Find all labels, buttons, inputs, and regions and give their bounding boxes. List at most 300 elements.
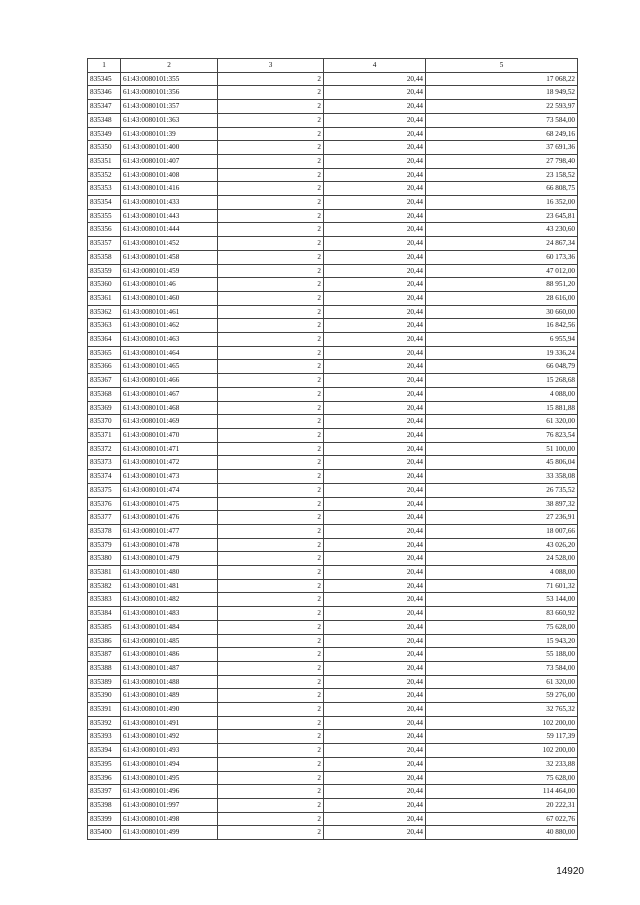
cell-cadastral-number: 61:43:0080101:485 bbox=[121, 634, 218, 648]
table-row bbox=[88, 250, 578, 264]
cell-amount: 32 765,32 bbox=[426, 703, 578, 717]
cell-amount: 19 336,24 bbox=[426, 346, 578, 360]
table-row bbox=[88, 305, 578, 319]
cell-rate: 20,44 bbox=[324, 113, 426, 127]
cell-cadastral-number: 61:43:0080101:357 bbox=[121, 100, 218, 114]
table-row bbox=[88, 634, 578, 648]
table-row bbox=[88, 319, 578, 333]
cell-amount: 75 628,00 bbox=[426, 771, 578, 785]
cell-rate: 20,44 bbox=[324, 497, 426, 511]
cell-amount: 18 007,66 bbox=[426, 524, 578, 538]
cell-record-id: 835396 bbox=[88, 771, 121, 785]
cell-amount: 40 880,00 bbox=[426, 826, 578, 840]
cell-amount: 20 222,31 bbox=[426, 798, 578, 812]
table-row bbox=[88, 689, 578, 703]
cell-count: 2 bbox=[218, 100, 324, 114]
table-row bbox=[88, 593, 578, 607]
cell-rate: 20,44 bbox=[324, 86, 426, 100]
cell-amount: 16 842,56 bbox=[426, 319, 578, 333]
cell-count: 2 bbox=[218, 333, 324, 347]
cell-record-id: 835354 bbox=[88, 196, 121, 210]
column-header-3: 3 bbox=[218, 59, 324, 73]
cell-count: 2 bbox=[218, 524, 324, 538]
cell-record-id: 835392 bbox=[88, 716, 121, 730]
table-row bbox=[88, 72, 578, 86]
cell-amount: 24 528,00 bbox=[426, 552, 578, 566]
cell-count: 2 bbox=[218, 442, 324, 456]
cell-amount: 4 088,00 bbox=[426, 387, 578, 401]
cell-rate: 20,44 bbox=[324, 305, 426, 319]
cell-rate: 20,44 bbox=[324, 661, 426, 675]
cell-cadastral-number: 61:43:0080101:471 bbox=[121, 442, 218, 456]
cell-cadastral-number: 61:43:0080101:443 bbox=[121, 209, 218, 223]
cell-record-id: 835372 bbox=[88, 442, 121, 456]
cell-amount: 83 660,92 bbox=[426, 607, 578, 621]
cell-rate: 20,44 bbox=[324, 442, 426, 456]
cell-cadastral-number: 61:43:0080101:470 bbox=[121, 428, 218, 442]
cell-rate: 20,44 bbox=[324, 456, 426, 470]
cell-cadastral-number: 61:43:0080101:491 bbox=[121, 716, 218, 730]
cell-count: 2 bbox=[218, 785, 324, 799]
cell-count: 2 bbox=[218, 250, 324, 264]
cell-amount: 61 320,00 bbox=[426, 415, 578, 429]
cell-amount: 67 022,76 bbox=[426, 812, 578, 826]
table-row bbox=[88, 401, 578, 415]
cell-cadastral-number: 61:43:0080101:472 bbox=[121, 456, 218, 470]
cell-cadastral-number: 61:43:0080101:466 bbox=[121, 374, 218, 388]
cell-rate: 20,44 bbox=[324, 552, 426, 566]
cell-count: 2 bbox=[218, 141, 324, 155]
table-row bbox=[88, 497, 578, 511]
cell-count: 2 bbox=[218, 675, 324, 689]
cell-record-id: 835351 bbox=[88, 154, 121, 168]
table-row bbox=[88, 716, 578, 730]
cell-record-id: 835364 bbox=[88, 333, 121, 347]
cell-cadastral-number: 61:43:0080101:490 bbox=[121, 703, 218, 717]
cell-record-id: 835393 bbox=[88, 730, 121, 744]
cell-cadastral-number: 61:43:0080101:463 bbox=[121, 333, 218, 347]
cell-cadastral-number: 61:43:0080101:483 bbox=[121, 607, 218, 621]
cell-count: 2 bbox=[218, 86, 324, 100]
cell-cadastral-number: 61:43:0080101:475 bbox=[121, 497, 218, 511]
cell-rate: 20,44 bbox=[324, 223, 426, 237]
table-row bbox=[88, 86, 578, 100]
cell-rate: 20,44 bbox=[324, 689, 426, 703]
table-row bbox=[88, 483, 578, 497]
table-row bbox=[88, 141, 578, 155]
cell-cadastral-number: 61:43:0080101:433 bbox=[121, 196, 218, 210]
cell-count: 2 bbox=[218, 223, 324, 237]
table-row bbox=[88, 428, 578, 442]
cell-record-id: 835398 bbox=[88, 798, 121, 812]
table-row bbox=[88, 223, 578, 237]
cell-count: 2 bbox=[218, 196, 324, 210]
table-row bbox=[88, 264, 578, 278]
cell-count: 2 bbox=[218, 497, 324, 511]
table-row bbox=[88, 470, 578, 484]
cell-count: 2 bbox=[218, 661, 324, 675]
cell-rate: 20,44 bbox=[324, 127, 426, 141]
table-row bbox=[88, 812, 578, 826]
cell-record-id: 835386 bbox=[88, 634, 121, 648]
cell-rate: 20,44 bbox=[324, 196, 426, 210]
cell-rate: 20,44 bbox=[324, 757, 426, 771]
cell-count: 2 bbox=[218, 771, 324, 785]
cell-count: 2 bbox=[218, 319, 324, 333]
cell-amount: 28 616,00 bbox=[426, 291, 578, 305]
cell-rate: 20,44 bbox=[324, 141, 426, 155]
cell-rate: 20,44 bbox=[324, 648, 426, 662]
table-row bbox=[88, 346, 578, 360]
cell-count: 2 bbox=[218, 346, 324, 360]
table-row bbox=[88, 237, 578, 251]
cell-amount: 27 236,91 bbox=[426, 511, 578, 525]
cell-rate: 20,44 bbox=[324, 72, 426, 86]
cell-record-id: 835397 bbox=[88, 785, 121, 799]
cell-amount: 53 144,00 bbox=[426, 593, 578, 607]
cell-count: 2 bbox=[218, 607, 324, 621]
cell-rate: 20,44 bbox=[324, 333, 426, 347]
cell-amount: 75 628,00 bbox=[426, 620, 578, 634]
cell-count: 2 bbox=[218, 428, 324, 442]
cell-amount: 37 691,36 bbox=[426, 141, 578, 155]
cell-count: 2 bbox=[218, 744, 324, 758]
table-row bbox=[88, 291, 578, 305]
cell-amount: 33 358,08 bbox=[426, 470, 578, 484]
cell-cadastral-number: 61:43:0080101:487 bbox=[121, 661, 218, 675]
cell-record-id: 835355 bbox=[88, 209, 121, 223]
cell-record-id: 835350 bbox=[88, 141, 121, 155]
cell-count: 2 bbox=[218, 72, 324, 86]
cell-count: 2 bbox=[218, 689, 324, 703]
cell-amount: 114 464,00 bbox=[426, 785, 578, 799]
cell-count: 2 bbox=[218, 387, 324, 401]
cell-amount: 23 645,81 bbox=[426, 209, 578, 223]
table-row bbox=[88, 744, 578, 758]
cell-amount: 6 955,94 bbox=[426, 333, 578, 347]
table-row bbox=[88, 442, 578, 456]
cell-cadastral-number: 61:43:0080101:477 bbox=[121, 524, 218, 538]
cell-record-id: 835387 bbox=[88, 648, 121, 662]
cell-record-id: 835377 bbox=[88, 511, 121, 525]
cell-cadastral-number: 61:43:0080101:478 bbox=[121, 538, 218, 552]
cell-amount: 23 158,52 bbox=[426, 168, 578, 182]
cell-amount: 32 233,88 bbox=[426, 757, 578, 771]
cell-rate: 20,44 bbox=[324, 483, 426, 497]
cell-count: 2 bbox=[218, 552, 324, 566]
cell-count: 2 bbox=[218, 278, 324, 292]
table-row bbox=[88, 607, 578, 621]
cell-count: 2 bbox=[218, 291, 324, 305]
cell-amount: 61 320,00 bbox=[426, 675, 578, 689]
cell-rate: 20,44 bbox=[324, 250, 426, 264]
cell-record-id: 835362 bbox=[88, 305, 121, 319]
cell-cadastral-number: 61:43:0080101:479 bbox=[121, 552, 218, 566]
table-row bbox=[88, 196, 578, 210]
cell-count: 2 bbox=[218, 415, 324, 429]
cell-count: 2 bbox=[218, 360, 324, 374]
cell-rate: 20,44 bbox=[324, 524, 426, 538]
cell-count: 2 bbox=[218, 264, 324, 278]
cell-record-id: 835371 bbox=[88, 428, 121, 442]
table-row bbox=[88, 182, 578, 196]
table-row bbox=[88, 620, 578, 634]
cell-record-id: 835366 bbox=[88, 360, 121, 374]
cell-rate: 20,44 bbox=[324, 579, 426, 593]
cell-amount: 30 660,00 bbox=[426, 305, 578, 319]
table-row bbox=[88, 209, 578, 223]
cell-amount: 43 230,60 bbox=[426, 223, 578, 237]
cell-rate: 20,44 bbox=[324, 428, 426, 442]
cell-cadastral-number: 61:43:0080101:496 bbox=[121, 785, 218, 799]
cell-count: 2 bbox=[218, 127, 324, 141]
cell-cadastral-number: 61:43:0080101:416 bbox=[121, 182, 218, 196]
table-row bbox=[88, 374, 578, 388]
cell-amount: 73 584,00 bbox=[426, 113, 578, 127]
cell-rate: 20,44 bbox=[324, 346, 426, 360]
cell-count: 2 bbox=[218, 757, 324, 771]
table-row bbox=[88, 703, 578, 717]
cell-record-id: 835359 bbox=[88, 264, 121, 278]
cell-record-id: 835356 bbox=[88, 223, 121, 237]
cell-cadastral-number: 61:43:0080101:407 bbox=[121, 154, 218, 168]
table-row bbox=[88, 675, 578, 689]
cell-rate: 20,44 bbox=[324, 538, 426, 552]
table-row bbox=[88, 524, 578, 538]
cell-record-id: 835358 bbox=[88, 250, 121, 264]
cell-record-id: 835361 bbox=[88, 291, 121, 305]
cell-amount: 60 173,36 bbox=[426, 250, 578, 264]
cell-rate: 20,44 bbox=[324, 607, 426, 621]
cell-amount: 24 867,34 bbox=[426, 237, 578, 251]
cell-rate: 20,44 bbox=[324, 785, 426, 799]
cell-cadastral-number: 61:43:0080101:486 bbox=[121, 648, 218, 662]
table-row bbox=[88, 552, 578, 566]
cell-rate: 20,44 bbox=[324, 593, 426, 607]
cell-rate: 20,44 bbox=[324, 168, 426, 182]
cell-count: 2 bbox=[218, 305, 324, 319]
cell-amount: 88 951,20 bbox=[426, 278, 578, 292]
cell-cadastral-number: 61:43:0080101:39 bbox=[121, 127, 218, 141]
cell-amount: 47 012,00 bbox=[426, 264, 578, 278]
cell-rate: 20,44 bbox=[324, 675, 426, 689]
cell-count: 2 bbox=[218, 579, 324, 593]
cell-record-id: 835353 bbox=[88, 182, 121, 196]
table-row bbox=[88, 661, 578, 675]
cell-record-id: 835368 bbox=[88, 387, 121, 401]
cell-count: 2 bbox=[218, 374, 324, 388]
table-row bbox=[88, 566, 578, 580]
cell-cadastral-number: 61:43:0080101:465 bbox=[121, 360, 218, 374]
cell-rate: 20,44 bbox=[324, 826, 426, 840]
table-row bbox=[88, 757, 578, 771]
cell-cadastral-number: 61:43:0080101:499 bbox=[121, 826, 218, 840]
data-table bbox=[87, 58, 578, 840]
cell-cadastral-number: 61:43:0080101:468 bbox=[121, 401, 218, 415]
cell-cadastral-number: 61:43:0080101:46 bbox=[121, 278, 218, 292]
cell-record-id: 835378 bbox=[88, 524, 121, 538]
cell-cadastral-number: 61:43:0080101:467 bbox=[121, 387, 218, 401]
cell-record-id: 835390 bbox=[88, 689, 121, 703]
cell-rate: 20,44 bbox=[324, 566, 426, 580]
cell-rate: 20,44 bbox=[324, 374, 426, 388]
cell-amount: 17 068,22 bbox=[426, 72, 578, 86]
cell-count: 2 bbox=[218, 593, 324, 607]
cell-count: 2 bbox=[218, 798, 324, 812]
cell-amount: 51 100,00 bbox=[426, 442, 578, 456]
cell-cadastral-number: 61:43:0080101:484 bbox=[121, 620, 218, 634]
cell-rate: 20,44 bbox=[324, 771, 426, 785]
cell-cadastral-number: 61:43:0080101:400 bbox=[121, 141, 218, 155]
table-row bbox=[88, 333, 578, 347]
cell-amount: 15 881,88 bbox=[426, 401, 578, 415]
cell-rate: 20,44 bbox=[324, 154, 426, 168]
cell-record-id: 835376 bbox=[88, 497, 121, 511]
table-row bbox=[88, 785, 578, 799]
cell-count: 2 bbox=[218, 483, 324, 497]
cell-cadastral-number: 61:43:0080101:498 bbox=[121, 812, 218, 826]
table-row bbox=[88, 154, 578, 168]
cell-record-id: 835389 bbox=[88, 675, 121, 689]
table-row bbox=[88, 798, 578, 812]
cell-cadastral-number: 61:43:0080101:488 bbox=[121, 675, 218, 689]
cell-count: 2 bbox=[218, 113, 324, 127]
cell-amount: 73 584,00 bbox=[426, 661, 578, 675]
cell-rate: 20,44 bbox=[324, 634, 426, 648]
cell-rate: 20,44 bbox=[324, 415, 426, 429]
table-header-row bbox=[88, 59, 578, 73]
cell-count: 2 bbox=[218, 470, 324, 484]
cell-cadastral-number: 61:43:0080101:459 bbox=[121, 264, 218, 278]
cell-count: 2 bbox=[218, 826, 324, 840]
table-row bbox=[88, 168, 578, 182]
cell-cadastral-number: 61:43:0080101:461 bbox=[121, 305, 218, 319]
cell-record-id: 835394 bbox=[88, 744, 121, 758]
cell-cadastral-number: 61:43:0080101:363 bbox=[121, 113, 218, 127]
cell-rate: 20,44 bbox=[324, 100, 426, 114]
cell-rate: 20,44 bbox=[324, 209, 426, 223]
cell-record-id: 835373 bbox=[88, 456, 121, 470]
cell-cadastral-number: 61:43:0080101:494 bbox=[121, 757, 218, 771]
cell-amount: 76 823,54 bbox=[426, 428, 578, 442]
page-number: 14920 bbox=[556, 866, 584, 877]
cell-amount: 68 249,16 bbox=[426, 127, 578, 141]
table-row bbox=[88, 579, 578, 593]
cell-count: 2 bbox=[218, 182, 324, 196]
cell-amount: 59 117,39 bbox=[426, 730, 578, 744]
cell-amount: 59 276,00 bbox=[426, 689, 578, 703]
cell-amount: 45 806,04 bbox=[426, 456, 578, 470]
cell-count: 2 bbox=[218, 511, 324, 525]
cell-rate: 20,44 bbox=[324, 470, 426, 484]
table-row bbox=[88, 538, 578, 552]
column-header-2: 2 bbox=[121, 59, 218, 73]
column-header-1: 1 bbox=[88, 59, 121, 73]
cell-rate: 20,44 bbox=[324, 703, 426, 717]
cell-record-id: 835363 bbox=[88, 319, 121, 333]
table-row bbox=[88, 456, 578, 470]
cell-cadastral-number: 61:43:0080101:476 bbox=[121, 511, 218, 525]
cell-cadastral-number: 61:43:0080101:469 bbox=[121, 415, 218, 429]
cell-record-id: 835375 bbox=[88, 483, 121, 497]
cell-rate: 20,44 bbox=[324, 730, 426, 744]
cell-record-id: 835367 bbox=[88, 374, 121, 388]
cell-cadastral-number: 61:43:0080101:464 bbox=[121, 346, 218, 360]
cell-record-id: 835380 bbox=[88, 552, 121, 566]
cell-record-id: 835400 bbox=[88, 826, 121, 840]
cell-amount: 66 808,75 bbox=[426, 182, 578, 196]
cell-cadastral-number: 61:43:0080101:481 bbox=[121, 579, 218, 593]
table-row bbox=[88, 415, 578, 429]
cell-record-id: 835352 bbox=[88, 168, 121, 182]
cell-amount: 102 200,00 bbox=[426, 744, 578, 758]
table-row bbox=[88, 771, 578, 785]
cell-record-id: 835382 bbox=[88, 579, 121, 593]
cell-amount: 71 601,32 bbox=[426, 579, 578, 593]
cell-cadastral-number: 61:43:0080101:460 bbox=[121, 291, 218, 305]
table-row bbox=[88, 648, 578, 662]
cell-rate: 20,44 bbox=[324, 812, 426, 826]
cell-cadastral-number: 61:43:0080101:473 bbox=[121, 470, 218, 484]
cell-count: 2 bbox=[218, 730, 324, 744]
cell-count: 2 bbox=[218, 401, 324, 415]
cell-rate: 20,44 bbox=[324, 360, 426, 374]
cell-amount: 55 188,00 bbox=[426, 648, 578, 662]
cell-record-id: 835395 bbox=[88, 757, 121, 771]
cell-cadastral-number: 61:43:0080101:408 bbox=[121, 168, 218, 182]
cell-rate: 20,44 bbox=[324, 319, 426, 333]
cell-amount: 15 268,68 bbox=[426, 374, 578, 388]
cell-record-id: 835369 bbox=[88, 401, 121, 415]
cell-rate: 20,44 bbox=[324, 620, 426, 634]
cell-rate: 20,44 bbox=[324, 744, 426, 758]
cell-amount: 43 026,20 bbox=[426, 538, 578, 552]
cell-amount: 15 943,20 bbox=[426, 634, 578, 648]
cell-cadastral-number: 61:43:0080101:355 bbox=[121, 72, 218, 86]
cell-cadastral-number: 61:43:0080101:489 bbox=[121, 689, 218, 703]
cell-record-id: 835388 bbox=[88, 661, 121, 675]
cell-record-id: 835383 bbox=[88, 593, 121, 607]
cell-record-id: 835348 bbox=[88, 113, 121, 127]
cell-amount: 22 593,97 bbox=[426, 100, 578, 114]
table-row bbox=[88, 127, 578, 141]
cell-rate: 20,44 bbox=[324, 264, 426, 278]
table-row bbox=[88, 730, 578, 744]
cell-rate: 20,44 bbox=[324, 798, 426, 812]
cell-count: 2 bbox=[218, 620, 324, 634]
cell-record-id: 835357 bbox=[88, 237, 121, 251]
cell-record-id: 835379 bbox=[88, 538, 121, 552]
cell-cadastral-number: 61:43:0080101:462 bbox=[121, 319, 218, 333]
cell-amount: 18 949,52 bbox=[426, 86, 578, 100]
cell-record-id: 835360 bbox=[88, 278, 121, 292]
cell-cadastral-number: 61:43:0080101:474 bbox=[121, 483, 218, 497]
cell-rate: 20,44 bbox=[324, 716, 426, 730]
cell-record-id: 835365 bbox=[88, 346, 121, 360]
cell-amount: 66 048,79 bbox=[426, 360, 578, 374]
cell-count: 2 bbox=[218, 703, 324, 717]
cell-record-id: 835347 bbox=[88, 100, 121, 114]
cell-count: 2 bbox=[218, 168, 324, 182]
cell-amount: 16 352,00 bbox=[426, 196, 578, 210]
cell-count: 2 bbox=[218, 634, 324, 648]
table-body bbox=[88, 72, 578, 839]
cell-count: 2 bbox=[218, 456, 324, 470]
cell-amount: 27 798,40 bbox=[426, 154, 578, 168]
cell-cadastral-number: 61:43:0080101:452 bbox=[121, 237, 218, 251]
cell-cadastral-number: 61:43:0080101:458 bbox=[121, 250, 218, 264]
cell-record-id: 835374 bbox=[88, 470, 121, 484]
